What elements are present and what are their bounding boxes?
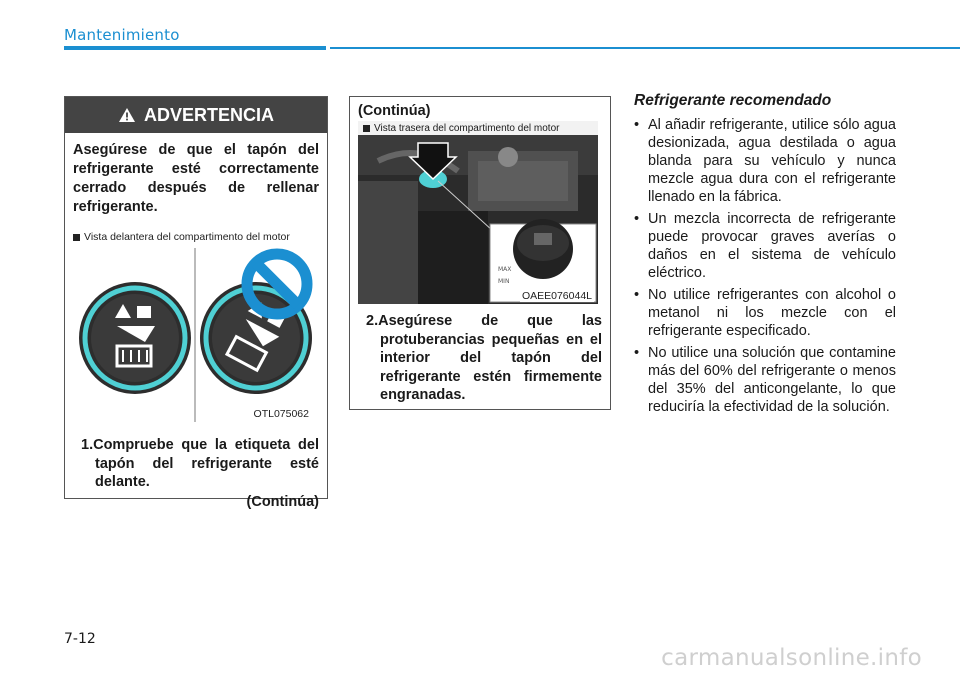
coolant-cap-illustration: [73, 246, 317, 422]
continued-label: (Continúa): [246, 493, 319, 510]
header-rule-thick: [64, 46, 326, 50]
caption-text: Vista trasera del compartimento del motor: [374, 122, 560, 134]
page-number: 7-12: [64, 631, 96, 647]
square-bullet-icon: [73, 234, 80, 241]
warning-box: [64, 96, 328, 510]
figure-caption-rear: [358, 121, 598, 135]
svg-text:MIN: MIN: [498, 278, 510, 285]
figure-code: OAEE076044L: [521, 290, 592, 302]
warning-triangle-icon: [118, 107, 136, 123]
warning-header: [65, 97, 327, 133]
square-bullet-icon: [363, 125, 370, 132]
figure-caption-front: [73, 231, 319, 243]
engine-bay-illustration: [358, 121, 598, 304]
bullet-item: • Al añadir refrigerante, utilice sólo agua desionizada, agua destilada o agua blanda para su vehículo y nunca mezcle agua dura con el refrigerante llenado en la fábrica.: [634, 117, 896, 205]
bullet-item: • No utilice refrigerantes con alcohol o metanol ni los mezcle con el refrigerante especificado.: [634, 287, 896, 339]
recommended-coolant-section: [634, 92, 896, 420]
continued-box: [349, 96, 611, 410]
bullet-item: • Un mezcla incorrecta de refrigerante puede provocar graves averías o daños en el sistema de vehículo eléctrico.: [634, 211, 896, 281]
warning-title: ADVERTENCIA: [143, 104, 274, 125]
caption-text: Vista delantera del compartimento del motor: [84, 231, 290, 243]
engine-bay-photo: [358, 121, 598, 304]
svg-text:MAX: MAX: [498, 266, 512, 273]
bullet-item: • No utilice una solución que contamine más del 60% del refrigerante o menos del 35% del anticongelante, lo que reduciría la efectividad de la solución.: [634, 345, 896, 415]
step-1: 1.Compruebe que la etiqueta del tapón del refrigerante esté delante.: [81, 437, 319, 490]
warning-text: Asegúrese de que el tapón del refrigerante esté correctamente cerrado después de rellenar refrigerante.: [73, 142, 319, 215]
section-title: Mantenimiento: [64, 26, 180, 44]
watermark: carmanualsonline.info: [661, 645, 922, 671]
step-2: 2.Asegúrese de que las protuberancias pequeñas en el interior del tapón del refrigerante estén firmemente engranadas.: [366, 313, 602, 403]
header-rule-thin: [330, 47, 960, 49]
section-heading: Refrigerante recomendado: [634, 92, 832, 109]
continued-heading: (Continúa): [358, 103, 431, 119]
coolant-cap-figure: [73, 246, 317, 422]
figure-code: OTL075062: [253, 408, 309, 420]
